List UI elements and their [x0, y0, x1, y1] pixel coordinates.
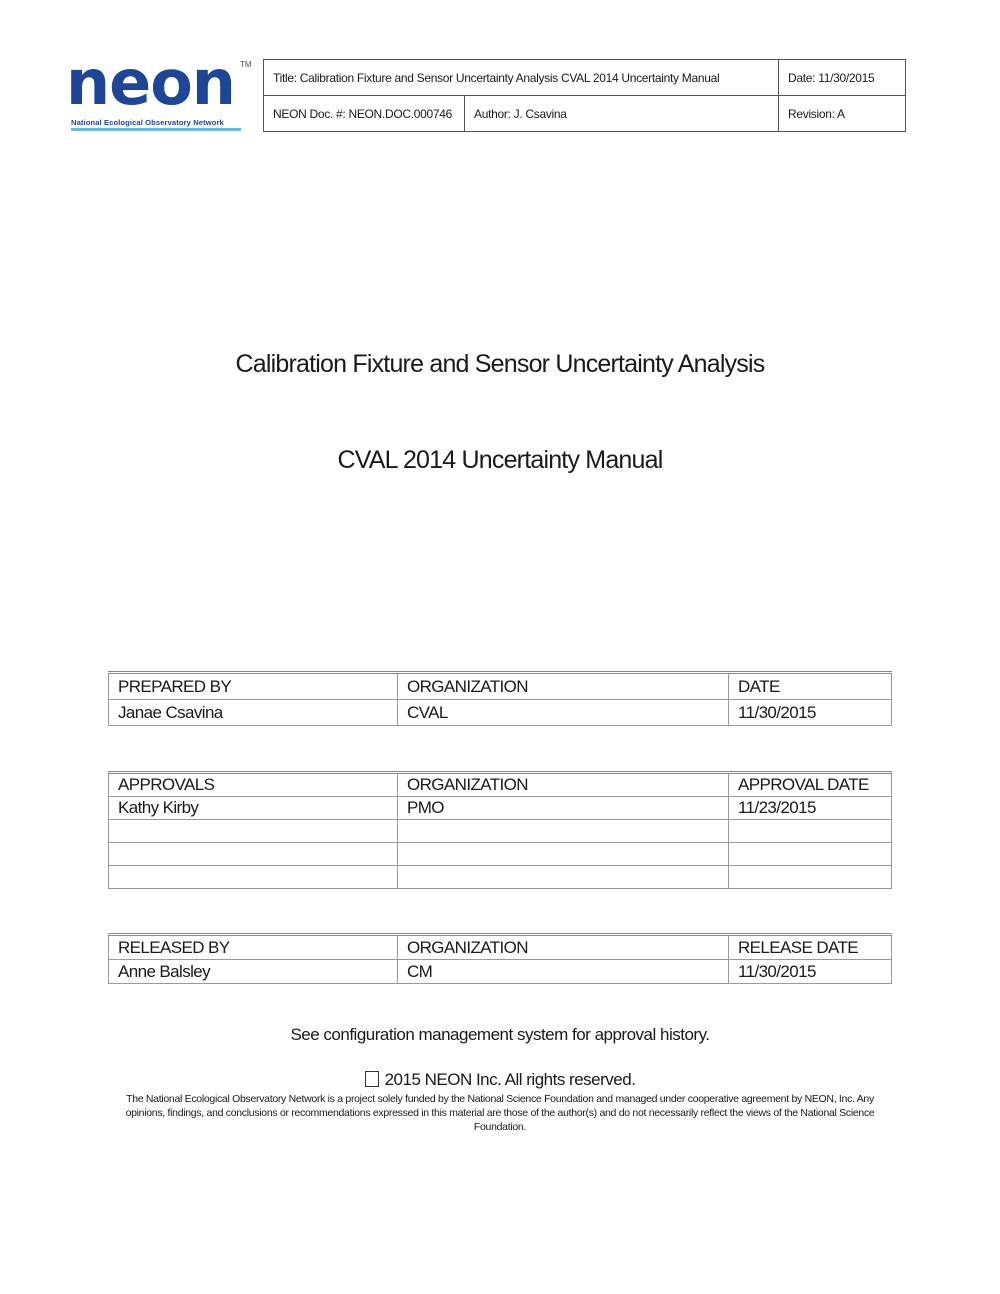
- table-row: [109, 700, 892, 726]
- prepared-date: 11/30/2015: [729, 700, 892, 726]
- prepared-org: CVAL: [398, 700, 729, 726]
- header-revision: Revision: A: [779, 96, 906, 132]
- table-row: [109, 960, 892, 984]
- released-date: 11/30/2015: [729, 960, 892, 984]
- approval-date: [729, 843, 892, 866]
- logo-trademark: TM: [240, 60, 252, 69]
- logo-tagline: National Ecological Observatory Network: [71, 118, 224, 127]
- table-row: [109, 843, 892, 866]
- funding-disclaimer: The National Ecological Observatory Network is a project solely funded by the National Science Foundation and managed under cooperative agreement by NEON, Inc. Any opinions, findings, and conclusions or recommendations expressed in this material are those of the author(s) and do not necessarily reflect the views of the National Science Foundation.: [125, 1093, 875, 1133]
- approval-date: [729, 820, 892, 843]
- approval-org: PMO: [398, 797, 729, 820]
- approval-date: [729, 866, 892, 889]
- approval-name: Kathy Kirby: [109, 797, 398, 820]
- header-doc-number: NEON Doc. #: NEON.DOC.000746: [264, 96, 465, 132]
- approval-name: [109, 866, 398, 889]
- released-name: Anne Balsley: [109, 960, 398, 984]
- approval-name: [109, 820, 398, 843]
- header-date: Date: 11/30/2015: [779, 60, 906, 96]
- document-subtitle: CVAL 2014 Uncertainty Manual: [337, 446, 663, 474]
- header-author: Author: J. Csavina: [465, 96, 779, 132]
- table-row: [109, 797, 892, 820]
- prepared-header-org: ORGANIZATION: [398, 673, 729, 700]
- document-title: Calibration Fixture and Sensor Uncertainty Analysis: [235, 350, 765, 378]
- logo-wordmark: neon: [66, 46, 235, 119]
- approval-date: 11/23/2015: [729, 797, 892, 820]
- released-header-date: RELEASE DATE: [729, 935, 892, 960]
- prepared-by-table: [108, 671, 892, 726]
- document-header-table: [263, 59, 906, 132]
- neon-logo: [66, 46, 256, 134]
- approvals-header-org: ORGANIZATION: [398, 773, 729, 797]
- table-row: [109, 866, 892, 889]
- released-header-name: RELEASED BY: [109, 935, 398, 960]
- approval-org: [398, 866, 729, 889]
- header-title: Title: Calibration Fixture and Sensor Uncertainty Analysis CVAL 2014 Uncertainty Manual: [264, 60, 779, 96]
- released-header-org: ORGANIZATION: [398, 935, 729, 960]
- approvals-header-date: APPROVAL DATE: [729, 773, 892, 797]
- approval-org: [398, 820, 729, 843]
- released-by-table: [108, 933, 892, 984]
- logo-underline: [71, 128, 241, 131]
- released-org: CM: [398, 960, 729, 984]
- copyright-text: 2015 NEON Inc. All rights reserved.: [384, 1070, 636, 1089]
- copyright-icon: [365, 1071, 379, 1087]
- prepared-header-date: DATE: [729, 673, 892, 700]
- prepared-header-name: PREPARED BY: [109, 673, 398, 700]
- approval-org: [398, 843, 729, 866]
- prepared-name: Janae Csavina: [109, 700, 398, 726]
- table-row: [109, 820, 892, 843]
- approval-name: [109, 843, 398, 866]
- copyright-line: [0, 1070, 1000, 1090]
- config-management-note: See configuration management system for approval history.: [290, 1025, 710, 1044]
- approvals-header-name: APPROVALS: [109, 773, 398, 797]
- approvals-table: [108, 771, 892, 889]
